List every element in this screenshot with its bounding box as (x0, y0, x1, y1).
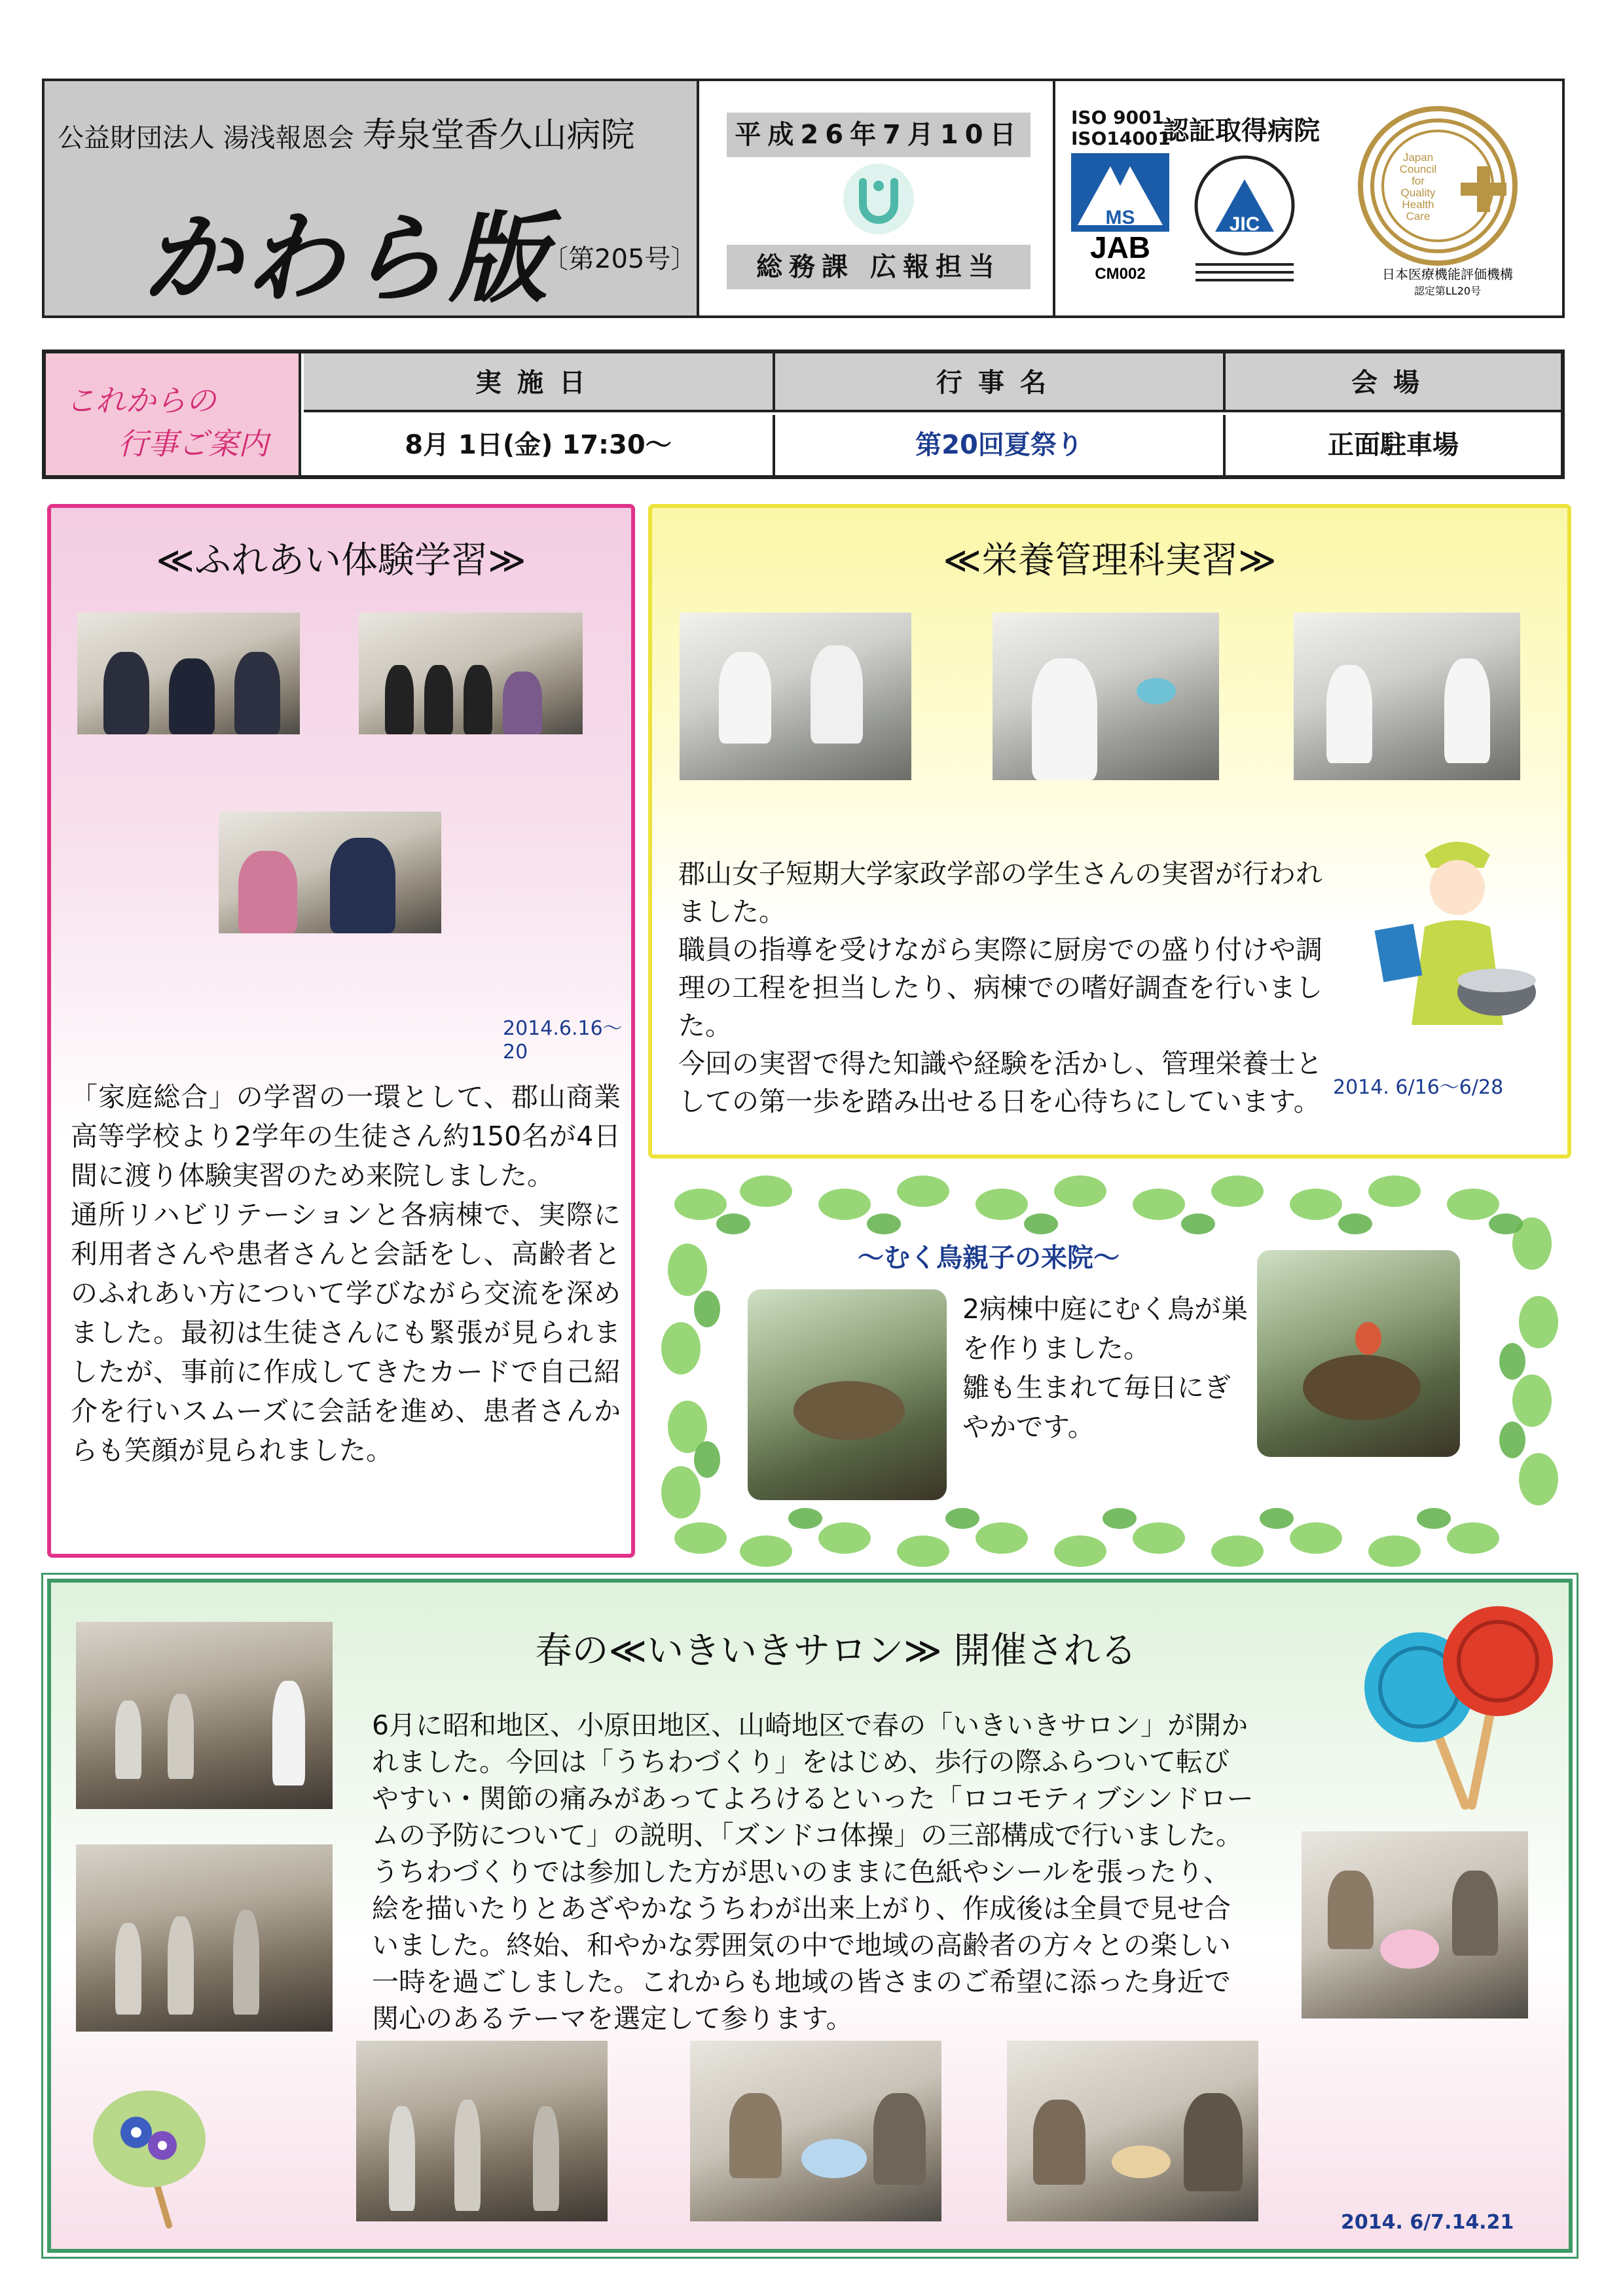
fureai-photo-2 (359, 613, 583, 734)
salon-title: 春の≪いきいきサロン≫ 開催される (535, 1630, 1137, 1672)
fureai-title: ≪ふれあい体験学習≫ (156, 539, 526, 582)
salon-photo-4 (356, 2041, 608, 2221)
fureai-photo-1 (77, 613, 300, 734)
issue-number: 〔第205号〕 (542, 244, 697, 274)
masthead (42, 79, 1565, 318)
fureai-date: 2014.6.16〜20 (503, 1017, 623, 1064)
jab-logo-icon (1071, 153, 1169, 284)
salon-photo-5 (690, 2041, 941, 2221)
jab-code: CM002 (1095, 265, 1146, 283)
events-label (46, 353, 301, 475)
hospital-logo-icon (839, 160, 918, 238)
jc-line-3: for (1412, 175, 1425, 187)
hospital-name: 寿泉堂香久山病院 (362, 116, 635, 155)
quality-assurance-logo-icon (1182, 153, 1307, 284)
jc-cert: 認定第LL20号 (1413, 285, 1482, 297)
jc-line-5: Health (1402, 198, 1434, 211)
salon-photo-2 (76, 1844, 333, 2032)
eiyo-photo-3 (1294, 613, 1520, 780)
salon-photo-3 (1302, 1831, 1528, 2018)
mukudori-title: 〜むく鳥親子の来院〜 (858, 1243, 1120, 1273)
salon-article (47, 1579, 1573, 2253)
salon-photo-1 (76, 1622, 333, 1809)
header-event-name: 行事名 (775, 353, 1226, 412)
fan-illustration-icon (1360, 1602, 1557, 1818)
iso-14001-label: ISO14001 (1071, 128, 1171, 149)
eiyo-photo-2 (993, 613, 1219, 780)
iso-9001-label: ISO 9001 (1071, 107, 1165, 128)
salon-photo-6 (1007, 2041, 1258, 2221)
org-prefix: 公益財団法人 湯浅報恩会 (58, 123, 354, 153)
iso-standards (1071, 107, 1171, 149)
masthead-title-block (45, 81, 699, 315)
masthead-date-block (702, 81, 1055, 315)
mukudori-article (661, 1165, 1565, 1571)
eiyo-date: 2014. 6/16〜6/28 (1333, 1076, 1504, 1099)
qa-jic-text: JIC (1229, 213, 1260, 235)
fureai-body: 「家庭総合」の学習の一環として、郡山商業高等学校より2学年の生徒さん約150名が4日間に渡り体験実習のため来院しました。 通所リハビリテーションと各病棟で、実際に利用者さんや患者さんと会話をし、高齢者とのふれあい方について学びながら交流を深めました。最初は生徒さんにも緊張が見られましたが、事前に作成してきたカードで自己紹介を行いスムーズに会話を進め、患者さんからも笑顔が見られました。 (71, 1081, 621, 1466)
eiyo-article (648, 504, 1571, 1158)
jc-line-2: Council (1399, 163, 1437, 175)
jc-line-6: Care (1406, 210, 1431, 223)
mukudori-body: 2病棟中庭にむく鳥が巣を作りました。 雛も生まれて毎日にぎやかです。 (962, 1293, 1249, 1443)
jc-line-4: Quality (1400, 187, 1436, 199)
jc-caption: 日本医療機能評価機構 (1382, 266, 1513, 282)
issue-date: 平成26年7月10日 (727, 113, 1030, 157)
fureai-article (47, 504, 635, 1558)
morning-glory-fan-icon (84, 2080, 215, 2231)
jc-line-1: Japan (1402, 151, 1434, 164)
event-venue: 正面駐車場 (1328, 430, 1459, 460)
newsletter-title: かわら版 (143, 201, 552, 316)
eiyo-title: ≪栄養管理科実習≫ (943, 539, 1277, 582)
events-label-line-2: 行事ご案内 (118, 426, 268, 461)
header-venue: 会場 (1226, 353, 1561, 412)
cook-illustration-icon (1372, 829, 1542, 1025)
header-date: 実施日 (304, 353, 775, 412)
department-name: 総務課 広報担当 (727, 245, 1030, 289)
salon-date: 2014. 6/7.14.21 (1341, 2211, 1514, 2234)
jab-text: JAB (1089, 230, 1151, 264)
certification-block (1058, 81, 1562, 315)
event-date: 8月 1日(金) 17:30〜 (304, 415, 775, 475)
mukudori-photo-2 (1257, 1250, 1460, 1457)
mukudori-photo-1 (748, 1289, 947, 1500)
event-name: 第20回夏祭り (775, 415, 1226, 475)
eiyo-body: 郡山女子短期大学家政学部の学生さんの実習が行われました。 職員の指導を受けながら実際に厨房での盛り付けや調理の工程を担当したり、病棟での嗜好調査を行いました。 今回の実習で得た知識や経験を活かし、管理栄養士としての第一歩を踏み出せる日を心待ちにしています。 (678, 858, 1322, 1117)
eiyo-photo-1 (680, 613, 911, 780)
fureai-photo-3 (219, 812, 441, 933)
organization-name (58, 107, 634, 156)
jab-ms-text: MS (1105, 207, 1135, 228)
japan-council-logo-icon (1353, 101, 1542, 297)
events-label-line-1: これからの (65, 383, 216, 418)
upcoming-events-table (42, 350, 1565, 479)
salon-body: 6月に昭和地区、小原田地区、山崎地区で春の「いきいきサロン」が開かれました。今回は「うちわづくり」をはじめ、歩行の際ふらついて転びやすい・関節の痛みがあってよろけるといった「ロコモティブシンドロームの予防について」の説明、「ズンドコ体操」の三部構成で行いました。 うちわづくりでは参加した方が思いのままに色紙やシールを張ったり、絵を描いたりとあざやかなうちわが出来上がり、作成後は全員で見せ合いました。終始、和やかな雰囲気の中で地域の高齢者の方々との楽しい一時を過ごしました。これからも地域の皆さまのご希望に添った身近で関心のあるテーマを選定して参ります。 (372, 1710, 1254, 2034)
certification-label: 認証取得病院 (1163, 116, 1320, 146)
